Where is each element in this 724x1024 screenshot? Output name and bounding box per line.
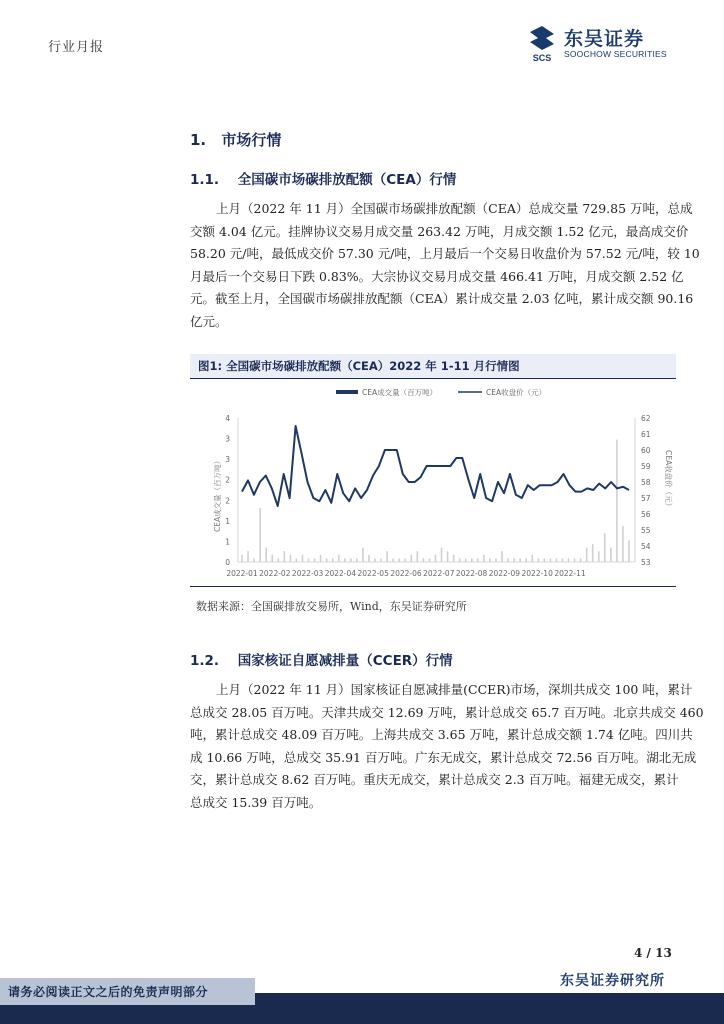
paragraph-line: 吨，累计总成交 48.09 百万吨。上海共成交 3.65 万吨，累计总成交额 1.74 亿吨。四川共 xyxy=(190,727,693,743)
volume-bar xyxy=(368,555,370,562)
left-tick-label: 2 xyxy=(225,475,230,485)
volume-bar xyxy=(326,558,328,562)
volume-bar xyxy=(562,558,564,562)
right-tick-label: 58 xyxy=(641,478,651,487)
volume-bar xyxy=(574,558,576,562)
company-logo xyxy=(524,22,684,66)
volume-bar xyxy=(525,558,527,562)
volume-bar xyxy=(290,555,292,562)
volume-bar xyxy=(356,558,358,562)
volume-bar xyxy=(411,555,413,562)
logo-mark-icon xyxy=(524,24,560,64)
section-1-number: 1. xyxy=(190,131,207,149)
volume-bar xyxy=(544,558,546,562)
volume-bar xyxy=(556,558,558,562)
right-tick-label: 59 xyxy=(641,462,651,471)
paragraph-line: 交额 4.04 亿元。挂牌协议交易月成交量 263.42 万吨，月成交额 1.52 亿元，最高成交价 xyxy=(190,223,689,239)
x-tick-label: 2022-02 xyxy=(259,569,291,578)
left-tick-label: 2 xyxy=(225,496,230,506)
left-tick-label: 3 xyxy=(225,434,230,444)
x-tick-label: 2022-05 xyxy=(357,569,389,578)
logo-english-name: SOOCHOW SECURITIES xyxy=(564,49,667,59)
volume-bar xyxy=(489,558,491,562)
logo-mark-text: SCS xyxy=(532,53,552,63)
right-tick-label: 57 xyxy=(641,494,651,503)
legend-volume-label: CEA成交量（百万吨） xyxy=(362,388,438,397)
volume-bar xyxy=(453,555,455,562)
volume-bar xyxy=(580,558,582,562)
volume-bar xyxy=(332,558,334,562)
volume-bar xyxy=(531,555,533,562)
right-axis-ticks xyxy=(641,414,651,567)
paragraph-line: 交，累计总成交 8.62 百万吨。重庆无成交，累计总成交 2.3 百万吨。福建无成交，累计 xyxy=(190,772,679,788)
footer-disclaimer-text: 请务必阅读正文之后的免责声明部分 xyxy=(8,985,209,999)
x-tick-label: 2022-04 xyxy=(324,569,357,578)
volume-bar xyxy=(398,558,400,562)
section-1-1-paragraph xyxy=(190,198,700,334)
paragraph-line: 总成交 15.39 百万吨。 xyxy=(190,794,322,810)
paragraph-line: 总成交 28.05 百万吨。天津共成交 12.69 万吨，累计总成交 65.7 百万吨。北京共成交 460 xyxy=(190,704,704,720)
x-tick-label: 2022-06 xyxy=(390,569,422,578)
volume-bar xyxy=(302,555,304,562)
left-tick-label: 1 xyxy=(225,516,230,526)
volume-bar xyxy=(495,558,497,562)
logo-chinese-name: 东吴证券 xyxy=(564,28,645,50)
report-type-label: 行业月报 xyxy=(48,40,105,55)
x-axis-ticks xyxy=(226,569,586,578)
legend-price-label: CEA收盘价（元） xyxy=(486,388,547,397)
section-1-2-number: 1.2. xyxy=(190,653,220,669)
figure-top-rule xyxy=(190,378,676,379)
x-tick-label: 2022-07 xyxy=(423,569,455,578)
section-1-1-title: 全国碳市场碳排放配额（CEA）行情 xyxy=(237,172,457,188)
volume-bar xyxy=(308,558,310,562)
figure-bottom-rule xyxy=(190,586,676,587)
figure-1-title: 图1: 全国碳市场碳排放配额（CEA）2022 年 1-11 月行情图 xyxy=(198,359,520,373)
volume-bar xyxy=(253,558,255,562)
x-tick-label: 2022-09 xyxy=(488,569,521,578)
right-tick-label: 54 xyxy=(641,542,651,551)
volume-bar xyxy=(519,558,521,562)
x-tick-label: 2022-03 xyxy=(291,569,324,578)
paragraph-line: 元。截至上月，全国碳市场碳排放配额（CEA）累计成交量 2.03 亿吨，累计成交额 90.16 xyxy=(190,291,694,307)
chart-legend xyxy=(336,387,546,397)
x-tick-label: 2022-11 xyxy=(554,569,586,578)
x-tick-label: 2022-08 xyxy=(455,569,488,578)
right-tick-label: 62 xyxy=(641,414,651,423)
volume-bar xyxy=(374,558,376,562)
volume-bar xyxy=(296,558,298,562)
volume-bar xyxy=(350,558,352,562)
section-1-1-heading xyxy=(190,168,456,188)
right-tick-label: 53 xyxy=(641,558,651,567)
volume-bar xyxy=(429,558,431,562)
x-tick-label: 2022-10 xyxy=(521,569,553,578)
volume-bar xyxy=(459,558,461,562)
paragraph-line: 亿元。 xyxy=(190,313,228,329)
volume-bar xyxy=(471,558,473,562)
left-tick-label: 4 xyxy=(225,414,230,423)
volume-bar xyxy=(616,440,618,562)
paragraph-line: 58.20 元/吨，最低成交价 57.30 元/吨，上月最后一个交易日收盘价为 57.52 元/吨，较 10 xyxy=(190,246,700,262)
volume-bar xyxy=(241,555,243,562)
volume-bar xyxy=(550,558,552,562)
left-axis-ticks xyxy=(225,414,230,567)
volume-bar xyxy=(598,551,600,562)
volume-bar xyxy=(441,548,443,562)
volume-bar xyxy=(417,551,419,562)
volume-bar xyxy=(465,558,467,562)
price-series-line xyxy=(242,426,629,506)
volume-bar xyxy=(610,548,612,562)
section-1-1-number: 1.1. xyxy=(190,172,220,188)
section-1-2-title: 国家核证自愿减排量（CCER）行情 xyxy=(237,653,453,669)
volume-bar xyxy=(537,558,539,562)
legend-volume-swatch xyxy=(336,390,358,394)
section-1-2-paragraph xyxy=(190,679,704,815)
paragraph-line: 月最后一个交易日下跌 0.83%。大宗协议交易月成交量 466.41 万吨，月成交额 2.52 亿 xyxy=(190,268,684,284)
x-tick-label: 2022-01 xyxy=(226,569,258,578)
paragraph-line: 上月（2022 年 11 月）国家核证自愿减排量(CCER)市场，深圳共成交 100 吨，累计 xyxy=(216,682,693,697)
volume-bar xyxy=(284,551,286,562)
right-axis-label: CEA收盘价（元） xyxy=(664,450,673,511)
volume-bar xyxy=(362,548,364,562)
left-tick-label: 1 xyxy=(225,537,230,547)
left-tick-label: 0 xyxy=(225,558,230,567)
left-axis-label: CEA成交量（百万吨） xyxy=(213,456,222,532)
volume-bar xyxy=(320,555,322,562)
volume-bar xyxy=(344,558,346,562)
volume-bar xyxy=(501,551,503,562)
volume-bar xyxy=(247,551,249,562)
volume-bar xyxy=(380,558,382,562)
right-tick-label: 61 xyxy=(641,430,651,439)
page-number: 4 / 13 xyxy=(634,946,672,960)
volume-bar xyxy=(338,555,340,562)
volume-bar xyxy=(622,526,624,562)
volume-bar xyxy=(586,548,588,562)
section-1-heading xyxy=(190,129,281,150)
figure-1-caption xyxy=(190,354,676,378)
volume-bar xyxy=(604,533,606,562)
volume-bar xyxy=(628,540,630,562)
volume-bar xyxy=(568,558,570,562)
section-1-title: 市场行情 xyxy=(221,131,282,149)
volume-bar xyxy=(314,558,316,562)
right-tick-label: 56 xyxy=(641,510,651,519)
figure-1-source: 数据来源：全国碳排放交易所，Wind，东吴证券研究所 xyxy=(196,600,467,613)
volume-bar xyxy=(277,558,279,562)
volume-bar xyxy=(404,558,406,562)
section-1-2-heading xyxy=(190,649,453,669)
volume-bar xyxy=(477,558,479,562)
volume-bar xyxy=(435,555,437,562)
volume-bars xyxy=(241,440,630,562)
volume-bar xyxy=(507,558,509,562)
volume-bar xyxy=(265,548,267,562)
volume-bar xyxy=(386,551,388,562)
right-tick-label: 60 xyxy=(641,446,651,455)
footer-institute-name: 东吴证券研究所 xyxy=(560,973,665,989)
volume-bar xyxy=(271,555,273,562)
paragraph-line: 成 10.66 万吨，总成交 35.91 百万吨。广东无成交，累计总成交 72.56 百万吨。湖北无成 xyxy=(190,749,697,765)
volume-bar xyxy=(592,544,594,562)
volume-bar xyxy=(447,551,449,562)
volume-bar xyxy=(423,558,425,562)
volume-bar xyxy=(483,555,485,562)
volume-bar xyxy=(259,508,261,562)
left-tick-label: 3 xyxy=(225,455,230,465)
volume-bar xyxy=(392,558,394,562)
paragraph-line: 上月（2022 年 11 月）全国碳市场碳排放配额（CEA）总成交量 729.85 万吨，总成 xyxy=(216,201,693,216)
right-tick-label: 55 xyxy=(641,526,651,535)
cea-price-volume-chart xyxy=(190,382,676,582)
volume-bar xyxy=(513,558,515,562)
